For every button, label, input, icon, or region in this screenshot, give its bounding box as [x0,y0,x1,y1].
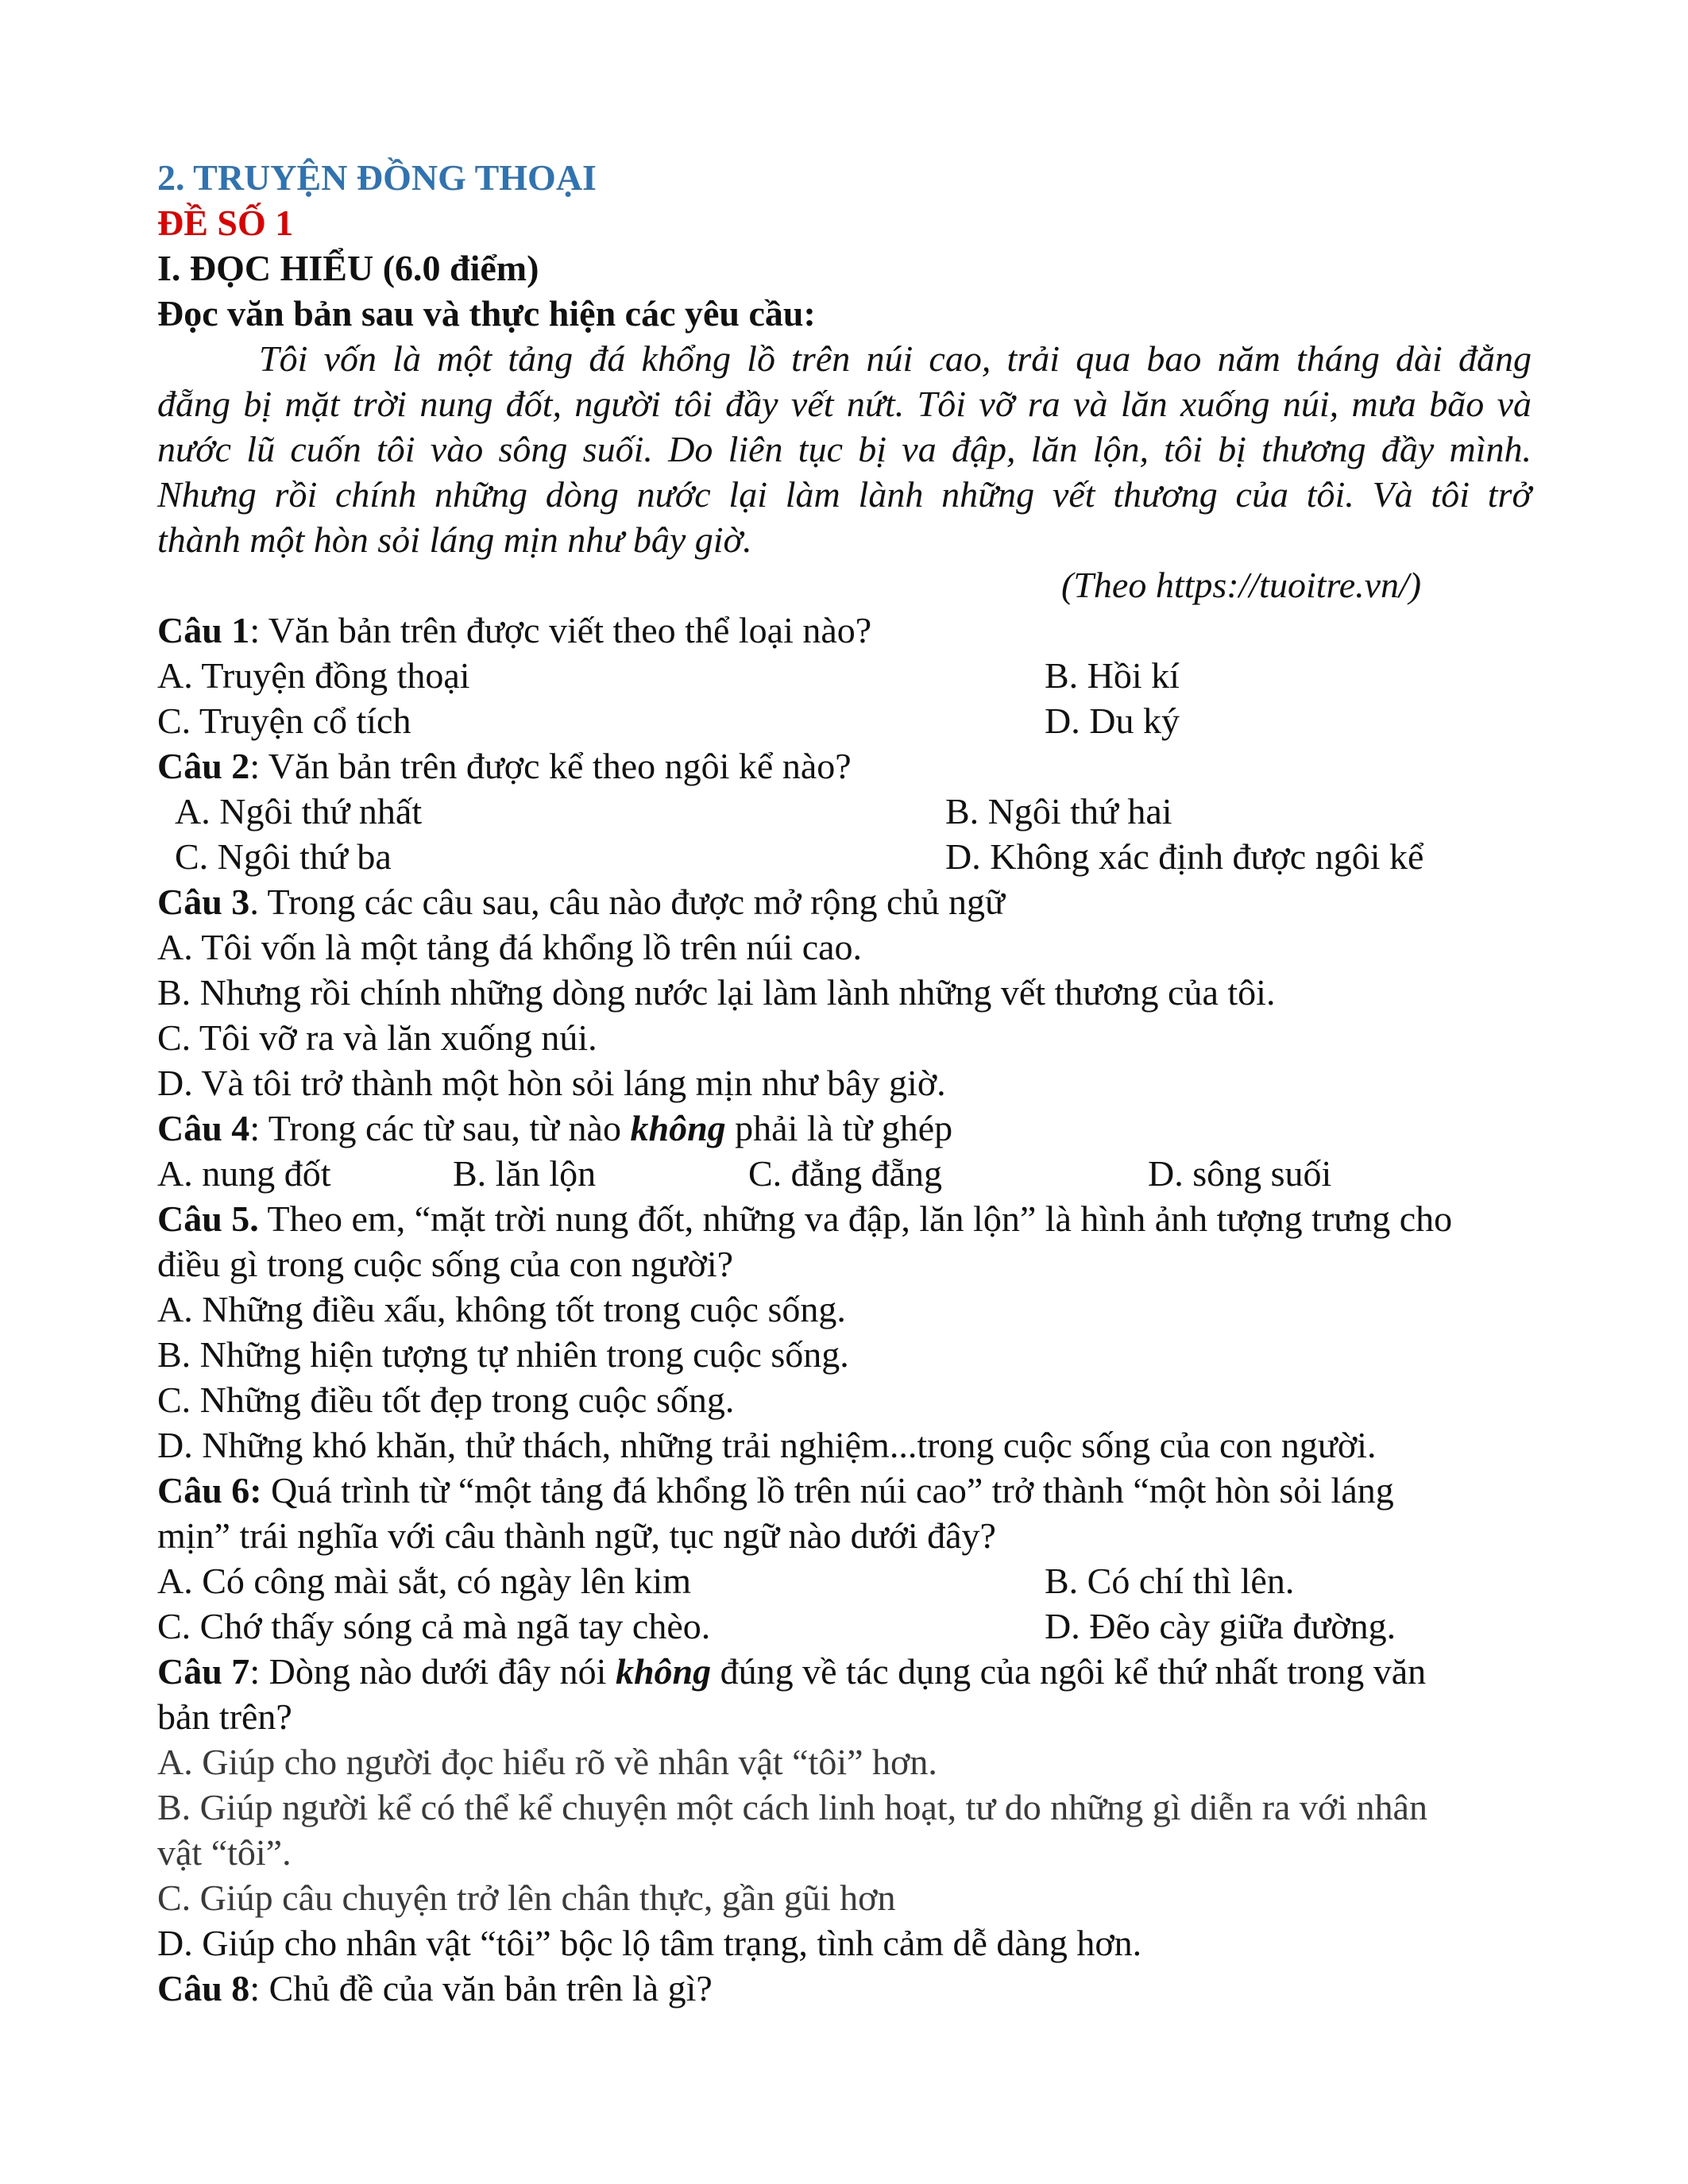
question-4 [157,1106,1532,1151]
question-7 [157,1649,1532,1694]
question-text: : Trong các từ sau, từ nào [249,1108,631,1148]
options-row [157,789,1532,834]
option-a: A. Giúp cho người đọc hiểu rõ về nhân vật “tôi” hơn. [157,1742,937,1782]
option-a: A. Những điều xấu, không tốt trong cuộc sống. [157,1289,846,1329]
question-keyword: không [615,1651,712,1692]
option-c: C. Những điều tốt đẹp trong cuộc sống. [157,1379,735,1420]
question-3 [157,879,1532,924]
question-8 [157,1966,1532,2011]
options-row [157,653,1532,698]
option-c: C. Truyện cổ tích [157,700,411,741]
option-c: C. Giúp câu chuyện trở lên chân thực, gần gũi hơn [157,1877,896,1918]
question-label: Câu 7 [157,1651,250,1692]
option-c: C. Chớ thấy sóng cả mà ngã tay chèo. [157,1606,711,1646]
question-label: Câu 3 [157,882,250,922]
question-text: . Trong các câu sau, câu nào được mở rộng chủ ngữ [249,882,1005,922]
options-row [157,1558,1532,1603]
question-text: Quá trình từ “một tảng đá khổng lồ trên núi cao” trở thành “một hòn sỏi láng [261,1470,1394,1511]
passage-line: Tôi vốn là một tảng đá khổng lồ trên núi cao, trải qua bao năm tháng dài đằng [259,338,1532,379]
question-text: Theo em, “mặt trời nung đốt, những va đập, lăn lộn” là hình ảnh tượng trưng cho [258,1198,1453,1239]
option-a: A. Ngôi thứ nhất [175,791,423,832]
options-row [157,834,1532,879]
options-row [157,1151,1532,1196]
option-b: B. Ngôi thứ hai [945,791,1172,832]
question-label: Câu 2 [157,746,250,786]
passage-line: nước lũ cuốn tôi vào sông suối. Do liên tục bị va đập, lăn lộn, tôi bị thương đầy mình. [157,429,1532,469]
reading-passage [157,336,1532,562]
option-d: D. Những khó khăn, thử thách, những trải nghiệm...trong cuộc sống của con người. [157,1425,1377,1465]
question-label: Câu 1 [157,610,250,650]
section-title: 2. TRUYỆN ĐỒNG THOẠI [157,157,597,198]
question-label: Câu 5. [157,1198,259,1239]
option-d: D. sông suối [1148,1153,1332,1194]
options-row [157,698,1532,743]
question-text: : Chủ đề của văn bản trên là gì? [249,1968,713,2008]
option-b: B. lăn lộn [453,1153,597,1194]
option-c: C. Ngôi thứ ba [175,836,392,877]
option-d: D. Đẽo cày giữa đường. [1045,1606,1396,1646]
question-text-continued: điều gì trong cuộc sống của con người? [157,1244,734,1284]
passage-source: (Theo https://tuoitre.vn/) [1061,565,1422,605]
instruction: Đọc văn bản sau và thực hiện các yêu cầu: [157,293,816,334]
option-d: D. Giúp cho nhân vật “tôi” bộc lộ tâm trạng, tình cảm dễ dàng hơn. [157,1923,1142,1963]
question-label: Câu 4 [157,1108,250,1148]
question-text: : Văn bản trên được viết theo thể loại nào? [249,610,872,650]
question-2 [157,743,1532,789]
question-text: đúng về tác dụng của ngôi kể thứ nhất trong văn [711,1651,1427,1692]
option-d: D. Du ký [1045,700,1180,741]
option-d: D. Không xác định được ngôi kể [945,836,1424,877]
option-c: C. đẳng đẵng [748,1153,943,1194]
question-text: : Văn bản trên được kể theo ngôi kể nào? [249,746,852,786]
passage-line: Nhưng rồi chính những dòng nước lại làm lành những vết thương của tôi. Và tôi trở [157,474,1532,515]
option-b: B. Hồi kí [1045,655,1180,696]
question-1 [157,608,1532,653]
question-label: Câu 6: [157,1470,262,1511]
question-text: phải là từ ghép [725,1108,953,1148]
option-b: B. Những hiện tượng tự nhiên trong cuộc sống. [157,1334,849,1375]
question-text-continued: mịn” trái nghĩa với câu thành ngữ, tục ngữ nào dưới đây? [157,1515,996,1556]
option-a: A. Truyện đồng thoại [157,655,470,696]
option-c: C. Tôi vỡ ra và lăn xuống núi. [157,1017,597,1058]
question-6 [157,1468,1532,1513]
question-label: Câu 8 [157,1968,250,2008]
passage-line: thành một hòn sỏi láng mịn như bây giờ. [157,519,752,560]
options-row [157,1603,1532,1649]
question-5 [157,1196,1532,1241]
option-b: B. Có chí thì lên. [1045,1561,1295,1601]
exam-title: ĐỀ SỐ 1 [157,203,294,243]
document-page [157,155,1532,2011]
question-text: : Dòng nào dưới đây nói [249,1651,616,1692]
question-text-continued: bản trên? [157,1696,292,1737]
question-keyword: không [630,1108,726,1148]
option-b: B. Giúp người kể có thể kể chuyện một cách linh hoạt, tư do những gì diễn ra với nhân [157,1787,1427,1827]
option-d: D. Và tôi trở thành một hòn sỏi láng mịn như bây giờ. [157,1063,946,1103]
option-a: A. nung đốt [157,1153,331,1194]
passage-line: đẵng bị mặt trời nung đốt, người tôi đầy vết nứt. Tôi vỡ ra và lăn xuống núi, mưa bão và [157,384,1532,424]
option-b-continued: vật “tôi”. [157,1832,292,1873]
part-title: I. ĐỌC HIỂU (6.0 điểm) [157,248,539,288]
option-b: B. Nhưng rồi chính những dòng nước lại làm lành những vết thương của tôi. [157,972,1276,1013]
option-a: A. Tôi vốn là một tảng đá khổng lồ trên núi cao. [157,927,863,967]
option-a: A. Có công mài sắt, có ngày lên kim [157,1561,691,1601]
